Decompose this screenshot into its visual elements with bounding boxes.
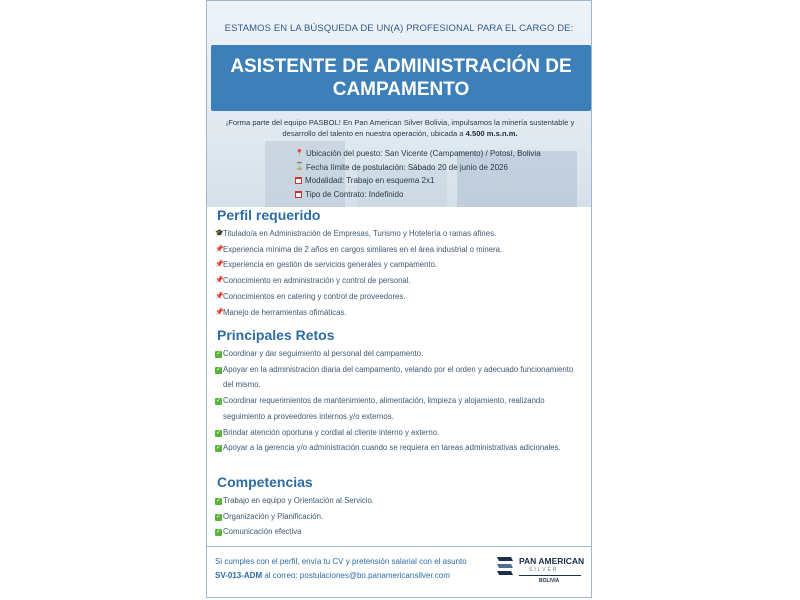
list-item-text: Conocimiento en administración y control de personal. (223, 276, 411, 286)
list-item-text: Experiencia mínima de 2 años en cargos similares en el área industrial o minera. (223, 244, 503, 254)
list-item (215, 226, 585, 242)
intro-altitude: 4.500 m.s.n.m. (465, 129, 518, 138)
fact-location (295, 147, 541, 161)
header-tagline: ESTAMOS EN LA BÚSQUEDA DE UN(A) PROFESIONAL PARA EL CARGO DE: (224, 23, 574, 34)
checkmark-icon: ✓ (215, 351, 222, 357)
subject-code: SV-013-ADM (215, 571, 263, 580)
section-competencias (215, 474, 585, 540)
hourglass-icon: ⌛ (295, 163, 304, 171)
graduation-cap-icon: 🎓 (215, 230, 224, 237)
list-item-text: Titulado/a en Administración de Empresas, Turismo y Hotelería o ramas afines. (223, 229, 497, 238)
calendar-icon (295, 177, 302, 184)
pushpin-icon: 📌 (215, 245, 224, 253)
list-item-text: Trabajo en equipo y Orientación al Servicio. (223, 496, 374, 505)
logo-country: BOLIVIA (539, 578, 560, 584)
fact-contract (295, 188, 541, 202)
list-item-text: Coordinar requerimientos de mantenimiento, alimentación, limpieza y alojamiento, realizando seguimiento a proveedores internos y/o externos. (223, 396, 545, 421)
list-item-text: Coordinar y dar seguimiento al personal del campamento. (223, 349, 424, 358)
section-title: Perfil requerido (217, 207, 321, 223)
checkmark-icon: ✓ (215, 445, 222, 452)
instructions-line1: Si cumples con el perfil, envía tu CV y pretensión salarial con el asunto (215, 557, 467, 566)
checkmark-icon: ✓ (215, 366, 222, 373)
job-posting-card (206, 0, 592, 598)
section-retos (215, 327, 585, 456)
pan-american-silver-logo (495, 553, 583, 593)
section-title: Principales Retos (217, 327, 335, 343)
list-item (215, 305, 585, 321)
application-instructions (215, 555, 467, 583)
pushpin-icon: 📌 (215, 292, 224, 300)
fact-text: Fecha límite de postulación: Sábado 20 de junio de 2026 (306, 162, 508, 172)
fact-modality (295, 174, 541, 188)
intro-paragraph (223, 117, 577, 139)
list-item (215, 257, 585, 273)
list-item (215, 524, 585, 540)
pushpin-icon: 📌 (215, 277, 224, 285)
list-item-text: Apoyar en la administración diaria del campamento, velando por el orden y adecuado funcionamiento del mismo. (223, 364, 574, 390)
list-item (215, 273, 585, 289)
section-title: Competencias (217, 474, 313, 490)
list-item (215, 362, 585, 393)
list-item (215, 493, 585, 509)
checkmark-icon: ✓ (215, 429, 222, 436)
list-item (215, 346, 585, 362)
list-item (215, 289, 585, 305)
logo-divider (519, 575, 581, 576)
pushpin-icon: 📌 (215, 261, 224, 269)
list-item-text: Conocimientos en catering y control de proveedores. (223, 291, 406, 301)
list-item (215, 242, 585, 258)
list-item-text: Organización y Planificación. (223, 511, 324, 521)
location-pin-icon: 📍 (295, 149, 304, 157)
email-text[interactable]: al correo: postulaciones@bo.panamericansilver.com (262, 571, 450, 580)
checkmark-icon: ✓ (215, 529, 222, 536)
logo-subtitle: SILVER (529, 567, 559, 573)
pan-american-logo-mark-icon (495, 555, 515, 579)
pushpin-icon: 📌 (215, 308, 224, 316)
list-item-text: Comunicación efectiva (223, 527, 302, 537)
job-title-line1: ASISTENTE DE ADMINISTRACIÓN DE (230, 56, 572, 77)
list-item-text: Experiencia en gestión de servicios generales y campamento. (223, 260, 438, 270)
list-item-text: Manejo de herramientas ofimáticas. (223, 307, 347, 317)
list-item (215, 425, 585, 441)
fact-text: Modalidad: Trabajo en esquema 2x1 (305, 176, 435, 185)
logo-brand: PAN AMERICAN (519, 556, 585, 566)
list-item (215, 509, 585, 525)
list-item (215, 440, 585, 456)
checkmark-icon: ✓ (215, 398, 222, 405)
list-item-text: Apoyar a la gerencia y/o administración cuando se requiera en tareas administrativas adicionales. (223, 443, 561, 453)
application-footer (207, 546, 591, 597)
job-facts-list (295, 147, 541, 201)
section-perfil (215, 207, 585, 320)
instructions-line2 (215, 569, 467, 583)
checkmark-icon: ✓ (215, 513, 222, 520)
calendar-icon (295, 191, 302, 198)
list-item-text: Brindar atención oportuna y cordial al cliente interno y externo. (223, 427, 440, 437)
list-item (215, 393, 585, 424)
fact-text: Ubicación del puesto: San Vicente (Campamento) / Potosí, Bolivia (306, 149, 541, 158)
fact-deadline (295, 161, 541, 175)
job-title-banner (211, 45, 591, 111)
intro-text: ¡Forma parte del equipo PASBOL! En Pan American Silver Bolivia, impulsamos la minería sustentable y desarrollo del talento en nuestra operación, ubicada a (225, 118, 575, 138)
fact-text: Tipo de Contrato: Indefinido (305, 189, 404, 199)
checkmark-icon: ✓ (215, 498, 222, 504)
job-title-line2: CAMPAMENTO (332, 79, 470, 100)
